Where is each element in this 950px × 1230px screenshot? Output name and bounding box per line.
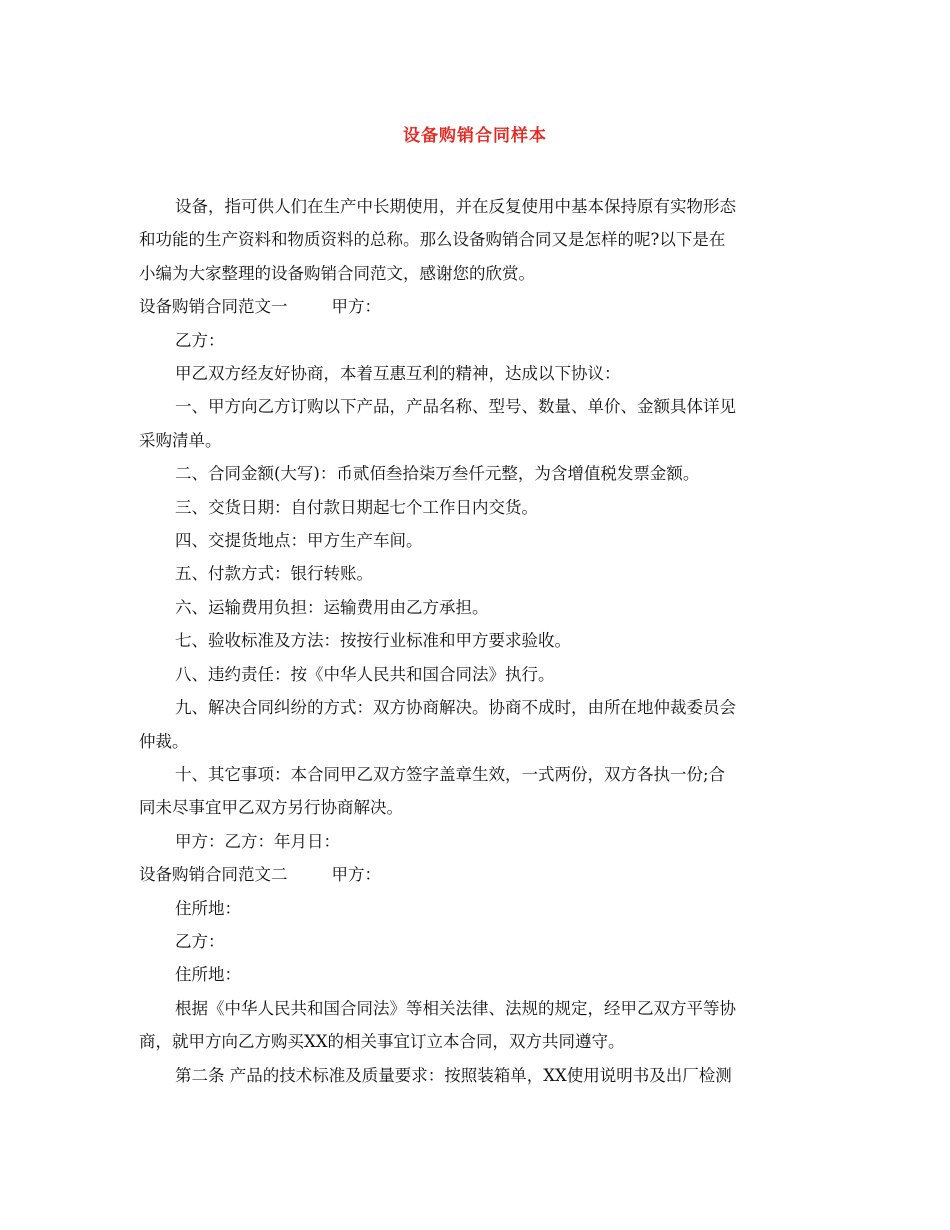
party-a-label: 甲方： <box>331 865 381 885</box>
text-line: 设备，指可供人们在生产中长期使用，并在反复使用中基本保持原有实物形态 <box>175 197 736 216</box>
text-line: 九、解决合同纠纷的方式：双方协商解决。协商不成时，由所在地仲裁委员会 <box>175 698 736 718</box>
document-title: 设备购销合同样本 <box>403 126 547 146</box>
text-line: 八、违约责任：按《中华人民共和国合同法》执行。 <box>175 664 555 684</box>
text-line: 三、交货日期：自付款日期起七个工作日内交货。 <box>175 497 538 517</box>
text-line: 六、运输费用负担：运输费用由乙方承担。 <box>175 597 489 617</box>
text-line: 乙方： <box>175 931 225 951</box>
signature-line: 甲方：乙方：年月日： <box>175 831 340 851</box>
document-body <box>139 190 813 1092</box>
text-line: 住所地： <box>175 965 241 985</box>
party-a-label: 甲方： <box>331 297 381 317</box>
text-line: 住所地： <box>175 898 241 918</box>
text-line: 和功能的生产资料和物质资料的总称。那么设备购销合同又是怎样的呢?以下是在 <box>139 230 726 250</box>
section-heading <box>139 290 813 323</box>
section-heading-label: 设备购销合同范文一 <box>139 297 288 317</box>
section-heading-label: 设备购销合同范文二 <box>139 865 288 885</box>
text-line: 根据《中华人民共和国合同法》等相关法律、法规的规定，经甲乙双方平等协 <box>175 998 736 1018</box>
text-line: 四、交提货地点：甲方生产车间。 <box>175 531 423 551</box>
section-heading <box>139 858 813 891</box>
text-line: 五、付款方式：银行转账。 <box>175 564 373 584</box>
text-line: 十、其它事项：本合同甲乙双方签字盖章生效，一式两份，双方各执一份;合 <box>175 764 726 784</box>
text-line: 仲裁。 <box>139 731 189 751</box>
text-line: 七、验收标准及方法：按按行业标准和甲方要求验收。 <box>175 631 571 651</box>
text-line: 采购清单。 <box>139 430 222 450</box>
text-line: 乙方： <box>175 330 225 350</box>
text-line: 第二条 产品的技术标准及质量要求：按照装箱单，XX使用说明书及出厂检测 <box>175 1065 732 1085</box>
text-line: 甲乙双方经友好协商，本着互惠互利的精神，达成以下协议： <box>175 364 621 384</box>
text-line: 小编为大家整理的设备购销合同范文，感谢您的欣赏。 <box>139 263 535 283</box>
text-line: 同未尽事宜甲乙双方另行协商解决。 <box>139 798 403 818</box>
text-line: 商，就甲方向乙方购买XX的相关事宜订立本合同，双方共同遵守。 <box>139 1032 625 1052</box>
text-line: 一、甲方向乙方订购以下产品，产品名称、型号、数量、单价、金额具体详见 <box>175 397 736 417</box>
text-line: 二、合同金额(大写)：币贰佰叁拾柒万叁仟元整，为含增值税发票金额。 <box>175 464 700 484</box>
